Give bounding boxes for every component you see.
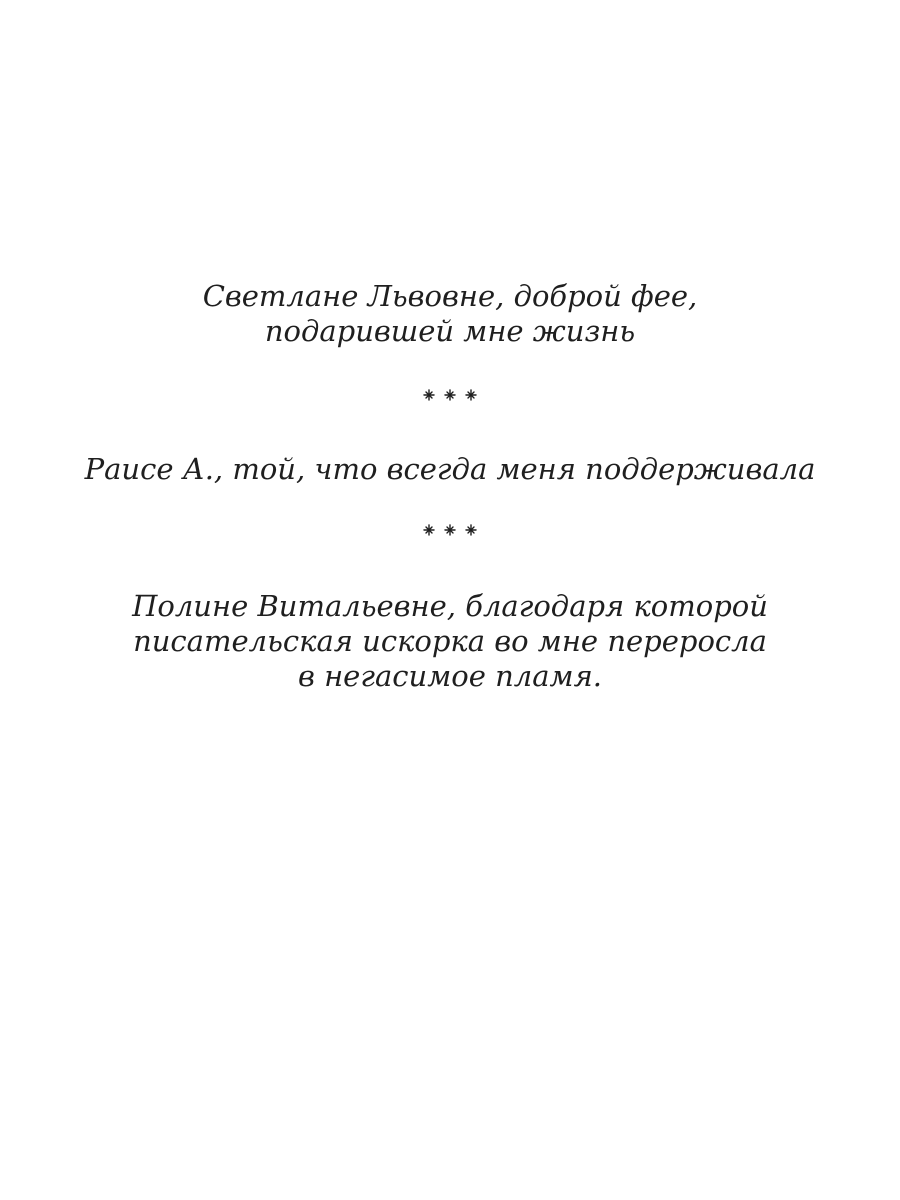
section-separator (0, 520, 900, 546)
dedication-line: Светлане Львовне, доброй фее, (202, 279, 698, 313)
asterism-icon (420, 520, 480, 540)
dedication-line: писательская искорка во мне переросла (133, 624, 767, 658)
dedication-line: в негасимое пламя. (297, 659, 602, 693)
dedication-line: Раисе А., той, что всегда меня поддерживала (84, 452, 816, 486)
dedication-line: подарившей мне жизнь (264, 314, 636, 348)
section-separator (0, 385, 900, 411)
dedication-svetlana (0, 279, 900, 349)
dedication-line: Полине Витальевне, благодаря которой (132, 589, 768, 623)
dedication-polina (0, 589, 900, 694)
asterism-icon (420, 385, 480, 405)
dedication-raisa (0, 452, 900, 487)
